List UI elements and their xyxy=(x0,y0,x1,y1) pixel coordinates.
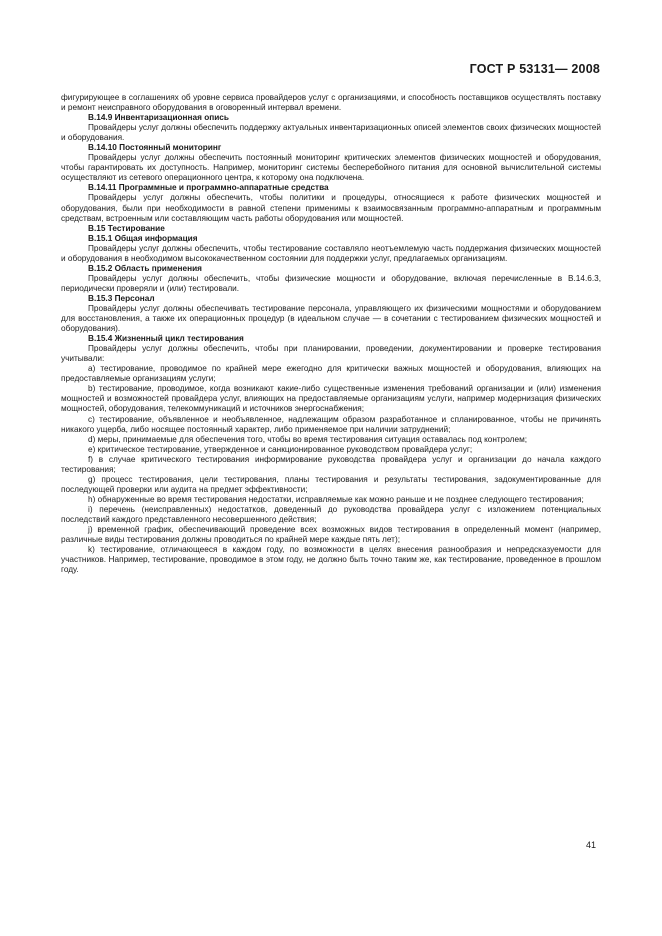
paragraph: Провайдеры услуг должны обеспечить постоянный мониторинг критических элементов физических мощностей и оборудования, чтобы гарантировать их доступность. Например, мониторинг системы бесперебойного питания для основной вычислительной системы осуществляют из сетевого операционного центра, к которому она подключена. xyxy=(61,153,601,183)
section-heading: В.14.10 Постоянный мониторинг xyxy=(88,143,222,153)
paragraph: Провайдеры услуг должны обеспечить, чтобы тестирование составляло неотъемлемую часть поддержания физических мощностей и оборудования в необходимом высококачественном состоянии для поддержки услуг, предлагаемых организациям. xyxy=(61,243,601,263)
paragraph: f) в случае критического тестирования информирование руководства провайдера услуг и организации до начала каждого тестирования; xyxy=(61,454,601,474)
paragraph: c) тестирование, объявленное и необъявленное, надлежащим образом разработанное и спланированное, чтобы не причинять никакого ущерба, либо носящее постоянный характер, либо применяемое при наличии затруднений; xyxy=(61,414,601,434)
section-heading: В.15.4 Жизненный цикл тестирования xyxy=(88,334,244,344)
paragraph: j) временной график, обеспечивающий проведение всех возможных видов тестирования в определенный момент (например, различные виды тестирования должны проводиться по крайней мере каждые пять лет); xyxy=(61,525,601,545)
document-body xyxy=(61,93,601,575)
paragraph: k) тестирование, отличающееся в каждом году, по возможности в целях внесения разнообразия и непредсказуемости для участников. Например, тестирование, проводимое в этом году, не должно быть точно таким же, как тестирование, проведенное в прошлом году. xyxy=(61,545,601,575)
paragraph: h) обнаруженные во время тестирования недостатки, исправляемые как можно раньше и не позднее следующего тестирования; xyxy=(88,494,584,504)
section-heading: В.14.9 Инвентаризационная опись xyxy=(88,113,229,123)
section-heading: В.15.1 Общая информация xyxy=(88,233,198,243)
section-heading: В.15.2 Область применения xyxy=(88,263,202,273)
section-heading: В.15 Тестирование xyxy=(88,223,165,233)
paragraph: Провайдеры услуг должны обеспечивать тестирование персонала, управляющего их физическими мощностями и оборудованием для восстановления, а также их операционных процедур (в идеальном случае — в сочетании с тестированием физических мощностей и оборудования). xyxy=(61,303,601,334)
paragraph: e) критическое тестирование, утвержденное и санкционированное руководством провайдера услуг; xyxy=(88,444,473,454)
section-heading: В.14.11 Программные и программно-аппаратные средства xyxy=(88,183,329,193)
paragraph: d) меры, принимаемые для обеспечения того, чтобы во время тестирования ситуация оставалась под контролем; xyxy=(88,434,528,444)
paragraph: i) перечень (неисправленных) недостатков, доведенный до руководства провайдера услуг с изложением потенциальных последствий каждого представленного несовершенного действия; xyxy=(61,504,601,524)
section-heading: В.15.3 Персонал xyxy=(88,293,155,303)
paragraph: Провайдеры услуг должны обеспечить, чтобы физические мощности и оборудование, включая перечисленные в В.14.6.3, периодически проверяли и (или) тестировали. xyxy=(61,273,601,293)
paragraph: Провайдеры услуг должны обеспечить поддержку актуальных инвентаризационных описей элементов своих физических мощностей и оборудования. xyxy=(61,123,601,143)
paragraph: а) тестирование, проводимое по крайней мере ежегодно для критически важных мощностей и оборудования, влияющих на предоставляемые организациям услуги; xyxy=(61,364,601,384)
paragraph: Провайдеры услуг должны обеспечить, чтобы при планировании, проведении, документировании и проверке тестирования учитывали: xyxy=(61,344,601,364)
page-number: 41 xyxy=(585,840,596,850)
paragraph: b) тестирование, проводимое, когда возникают какие-либо существенные изменения требований организации и (или) изменения мощностей и возможностей провайдера услуг, влияющих на предоставляемые организациям услуги, например модернизация физических мощностей, оборудования, телекоммуникаций и источников энергоснабжения; xyxy=(61,384,601,414)
paragraph: g) процесс тестирования, цели тестирования, планы тестирования и результаты тестирования, задокументированные для последующей проверки или аудита на предмет эффективности; xyxy=(61,474,601,494)
document-header: ГОСТ Р 53131— 2008 xyxy=(469,62,600,76)
paragraph: фигурирующее в соглашениях об уровне сервиса провайдеров услуг с организациями, и способность поставщиков осуществлять поставку и ремонт неисправного оборудования в оговоренный интервал времени. xyxy=(61,93,601,113)
paragraph: Провайдеры услуг должны обеспечить, чтобы политики и процедуры, относящиеся к работе физических мощностей и оборудования, были при необходимости в равной степени применимы к взаимосвязанным программно-аппаратным и программным средствам, встроенным или составляющим часть работы оборудования или мощностей. xyxy=(61,193,601,223)
